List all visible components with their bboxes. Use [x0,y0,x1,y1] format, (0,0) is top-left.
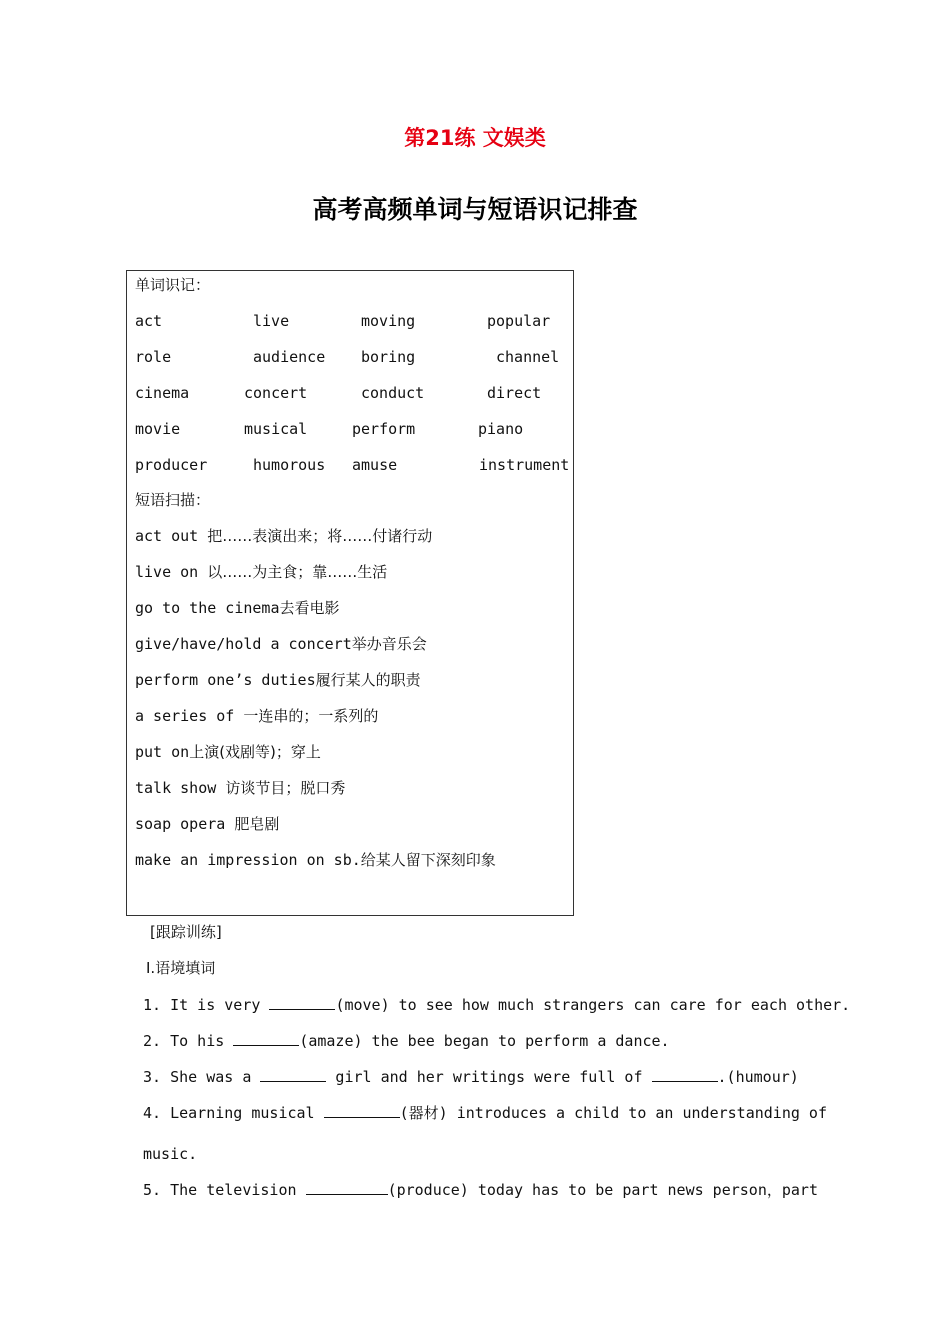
phrase-en: perform one’s duties [135,671,316,689]
question-1 [143,995,850,1015]
q1-pre: 1. It is very [143,996,270,1014]
q4-blank[interactable] [324,1103,400,1118]
phrase-item [135,706,378,726]
q1-post: (move) to see how much strangers can care for each other. [335,996,851,1014]
vocab-word: moving [361,312,416,330]
q2-pre: 2. To his [143,1032,234,1050]
phrase-en: give/have/hold a concert [135,635,352,653]
q3-pre: 3. She was a [143,1068,261,1086]
q4-post: (器材) introduces a child to an understanding of [399,1104,827,1122]
question-4 [143,1103,827,1123]
phrase-zh: 把……表演出来；将……付诸行动 [207,527,433,545]
vocab-word: perform [352,420,416,438]
phrase-item [135,778,345,798]
question-3 [143,1067,799,1087]
phrase-en: put on [135,743,190,761]
q3-blank-2[interactable] [652,1067,718,1082]
page-title: 高考高频单词与短语识记排查 [312,195,638,224]
vocab-word: audience [253,348,326,366]
phrase-en: go to the cinema [135,599,280,617]
phrase-zh: 一连串的；一系列的 [243,707,379,725]
vocab-word: role [135,348,172,366]
section-label: [跟踪训练] [150,923,222,941]
vocab-word: amuse [352,456,398,474]
vocab-word: cinema [135,384,190,402]
vocab-word: concert [244,384,308,402]
vocab-word: boring [361,348,416,366]
phrase-item [135,562,387,582]
phrase-en: act out [135,527,208,545]
phrase-item [135,526,432,546]
q1-blank[interactable] [269,995,335,1010]
q2-blank[interactable] [233,1031,299,1046]
vocab-word: direct [487,384,542,402]
phrase-item [135,598,340,618]
q5-blank[interactable] [306,1180,388,1195]
vocab-word: piano [478,420,524,438]
phrase-en: make an impression on sb. [135,851,361,869]
vocab-word: live [253,312,290,330]
vocab-word: act [135,312,163,330]
phrase-en: soap opera [135,815,235,833]
q5-pre: 5. The television [143,1181,306,1199]
phrase-en: talk show [135,779,226,797]
phrase-en: a series of [135,707,244,725]
exercise-title: 第21练 文娱类 [404,126,546,150]
vocab-word: musical [244,420,308,438]
question-4-cont: music. [143,1145,198,1163]
phrase-item [135,634,427,654]
vocab-word: producer [135,456,208,474]
phrase-item [135,670,421,690]
phrase-zh: 给某人留下深刻印象 [360,851,496,869]
phrases-heading: 短语扫描： [135,491,211,509]
vocab-word: conduct [361,384,425,402]
q2-post: (amaze) the bee began to perform a dance. [299,1032,670,1050]
q3-mid: girl and her writings were full of [326,1068,652,1086]
phrase-zh: 去看电影 [279,599,340,617]
phrase-zh: 肥皂剧 [234,815,280,833]
phrase-item [135,814,279,834]
phrase-en: live on [135,563,208,581]
vocab-word: popular [487,312,551,330]
vocab-word: instrument [479,456,570,474]
part-heading: Ⅰ.语境填词 [146,959,216,977]
vocab-word: channel [496,348,560,366]
q3-blank-1[interactable] [260,1067,326,1082]
vocab-word: movie [135,420,181,438]
q4-pre: 4. Learning musical [143,1104,324,1122]
vocab-heading: 单词识记： [135,276,211,294]
phrase-item [135,742,321,762]
phrase-item [135,850,496,870]
phrase-zh: 以……为主食；靠……生活 [207,563,388,581]
question-2 [143,1031,670,1051]
phrase-zh: 举办音乐会 [351,635,427,653]
vocab-word: humorous [253,456,326,474]
q3-post: .(humour) [717,1068,799,1086]
phrase-zh: 上演(戏剧等)；穿上 [189,743,321,761]
q5-post: (produce) today has to be part news person，part [387,1181,818,1199]
question-5 [143,1180,818,1200]
phrase-zh: 访谈节目；脱口秀 [225,779,346,797]
phrase-zh: 履行某人的职责 [315,671,421,689]
